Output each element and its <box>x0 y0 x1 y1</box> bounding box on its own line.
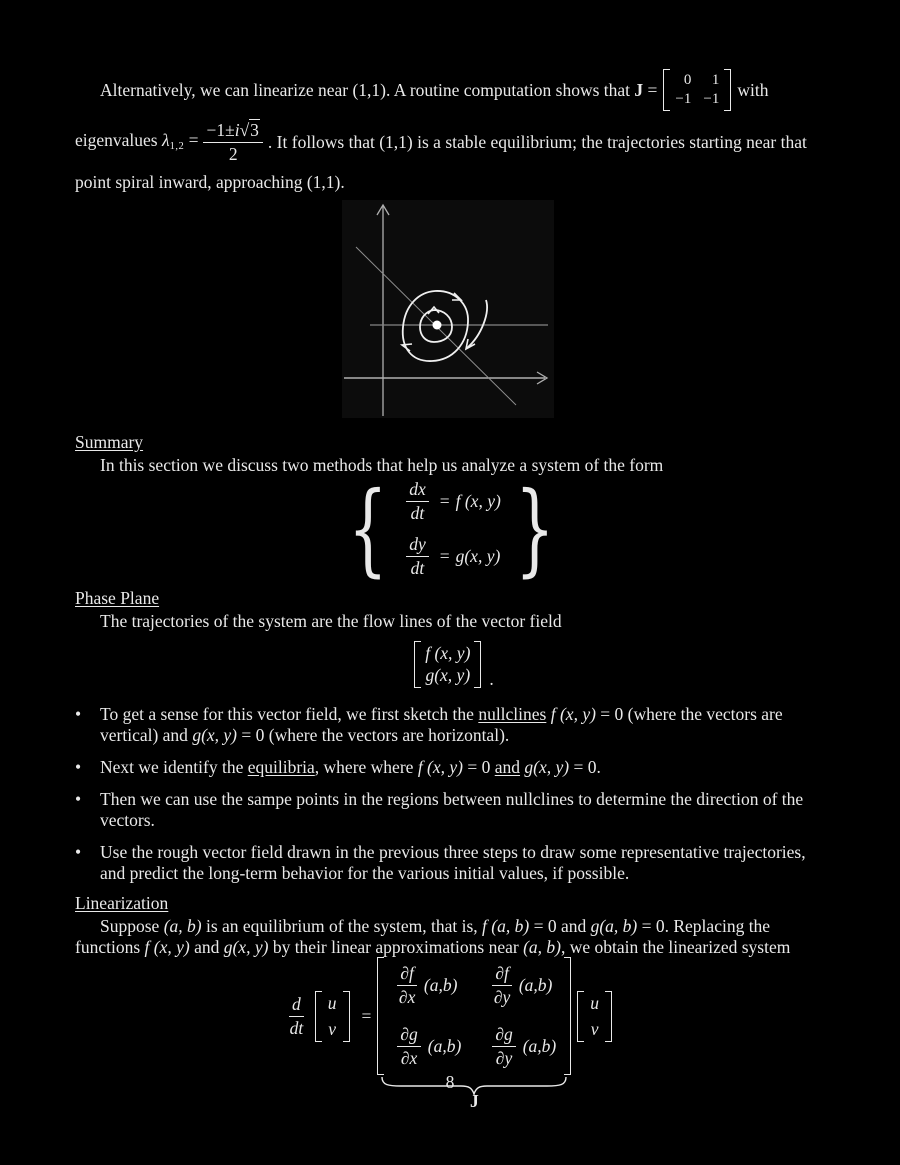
fraction-numerator: dy <box>406 534 429 557</box>
d-dt-fraction <box>289 994 304 1039</box>
vector-top-entry: f (x, y) <box>425 642 471 663</box>
phase-plane-heading: Phase Plane <box>75 588 160 608</box>
right-bracket <box>474 641 481 688</box>
linearization-text: Suppose (a, b) is an equilibrium of the system, that is, f (a, b) = 0 and g(a, b) = 0. Replacing the functions f (x, y) and g(x, y) by their linear approximations near (a, b), we obtain the linearized system <box>75 916 791 957</box>
dy-dt-fraction <box>406 534 429 579</box>
eigenvalues-text: eigenvalues λ1,2 = <box>75 130 199 153</box>
evaluation-point: (a,b) <box>518 975 553 995</box>
summary-intro-text: In this section we discuss two methods that help us analyze a system of the form <box>100 455 664 475</box>
f-function: f (x, y) <box>455 491 501 511</box>
fraction-numerator: dx <box>406 479 429 502</box>
right-bracket <box>564 957 571 1075</box>
uv-vector <box>315 991 350 1042</box>
partial-denominator: ∂y <box>495 1048 513 1068</box>
equals-sign: = <box>439 491 450 511</box>
partial-denominator: ∂x <box>398 987 416 1007</box>
jacobian-inline-matrix <box>663 69 731 111</box>
summary-heading: Summary <box>75 432 144 452</box>
matrix-cell: 1 <box>711 72 720 89</box>
g-function: g(x, y) <box>455 546 501 566</box>
equals-sign: = <box>361 1005 372 1026</box>
fraction-denominator: dt <box>289 1017 304 1038</box>
summary-intro <box>75 455 827 476</box>
system-of-equations <box>75 470 827 587</box>
matrix-cell <box>392 1024 461 1069</box>
intro-text-1: Alternatively, we can linearize near (1,1). A routine computation shows that J = <box>100 79 658 100</box>
left-bracket <box>663 69 670 111</box>
u-entry: u <box>590 992 599 1013</box>
eigenvalue-fraction <box>203 120 262 165</box>
vector-matrix <box>414 641 481 688</box>
bullet-item <box>75 704 827 746</box>
equals-sign: = <box>439 546 450 566</box>
system-row-1 <box>401 479 501 524</box>
fraction-denominator: dt <box>410 503 425 523</box>
bullet-text: To get a sense for this vector field, we first sketch the nullclines f (x, y) = 0 (where the vectors are vertical) and g(x, y) = 0 (where the vectors are horizontal). <box>100 704 783 745</box>
intro-line-1 <box>75 66 827 114</box>
fraction-denominator: dt <box>410 558 425 578</box>
evaluation-point: (a,b) <box>423 975 458 995</box>
intro-text-4: point spiral inward, approaching (1,1). <box>75 172 345 192</box>
left-bracket <box>377 957 384 1075</box>
matrix-cell <box>487 963 556 1008</box>
left-bracket <box>315 991 322 1042</box>
page-number: 8 <box>445 1072 455 1092</box>
partial-numerator: ∂f <box>492 963 512 986</box>
bullet-marker: • <box>75 789 82 809</box>
equilibrium-dot <box>433 321 442 330</box>
phase-portrait-figure <box>342 200 554 418</box>
vector-bottom-entry: g(x, y) <box>425 664 471 685</box>
matrix-cell <box>392 963 461 1008</box>
matrix-cell <box>487 1024 556 1069</box>
figure-background <box>342 200 554 418</box>
left-bracket <box>577 991 584 1042</box>
system-row-2 <box>401 534 501 579</box>
v-entry: v <box>590 1018 599 1039</box>
linearization-heading: Linearization <box>75 893 169 913</box>
partial-numerator: ∂f <box>397 963 417 986</box>
partial-numerator: ∂g <box>397 1024 420 1047</box>
partial-denominator: ∂x <box>400 1048 418 1068</box>
fraction-denominator: 2 <box>228 143 238 164</box>
phase-plane-intro-text: The trajectories of the system are the flow lines of the vector field <box>100 611 562 631</box>
right-bracket <box>724 69 731 111</box>
dx-dt-fraction <box>406 479 429 524</box>
bullet-marker: • <box>75 757 82 777</box>
partial-denominator: ∂y <box>493 987 511 1007</box>
left-bracket <box>414 641 421 688</box>
v-entry: v <box>328 1018 337 1039</box>
uv-vector <box>577 991 612 1042</box>
bullet-text: Next we identify the equilibria, where where f (x, y) = 0 and g(x, y) = 0. <box>100 757 601 777</box>
bullet-item <box>75 757 827 778</box>
bullet-item <box>75 842 827 884</box>
linearization-paragraph <box>75 916 827 958</box>
jacobian-matrix-wrapper <box>377 957 571 1111</box>
bullet-text: Use the rough vector field drawn in the previous three steps to draw some representative trajectories, and predict the long-term behavior for the various initial values, if possible. <box>100 842 806 883</box>
intro-text-3: . It follows that (1,1) is a stable equilibrium; the trajectories starting near that <box>267 131 807 152</box>
bullet-marker: • <box>75 704 82 724</box>
intro-text-2: with <box>737 79 769 100</box>
fraction-numerator: −1±i√3 <box>203 120 262 143</box>
right-bracket <box>605 991 612 1042</box>
evaluation-point: (a,b) <box>522 1036 557 1056</box>
left-curly-brace: { <box>347 470 388 587</box>
vector-field-matrix <box>75 638 827 690</box>
bullet-item <box>75 789 827 831</box>
linearized-system-equation <box>75 963 827 1111</box>
u-entry: u <box>327 992 337 1013</box>
phase-plane-intro <box>75 611 827 632</box>
phase-portrait-svg <box>342 200 554 418</box>
right-bracket <box>343 991 350 1042</box>
matrix-cell: 0 <box>683 72 692 89</box>
partial-numerator: ∂g <box>492 1024 515 1047</box>
evaluation-point: (a,b) <box>427 1036 462 1056</box>
intro-line-3 <box>75 172 827 196</box>
matrix-cell: −1 <box>675 91 692 107</box>
intro-line-2 <box>75 114 827 170</box>
fraction-numerator: d <box>289 994 304 1017</box>
bullet-marker: • <box>75 842 82 862</box>
bullet-text: Then we can use the sampe points in the regions between nullclines to determine the direction of the vectors. <box>100 789 804 830</box>
matrix-cell: −1 <box>703 91 720 107</box>
jacobian-label: J <box>469 1091 479 1111</box>
right-curly-brace: } <box>514 470 555 587</box>
period: . <box>489 669 494 689</box>
